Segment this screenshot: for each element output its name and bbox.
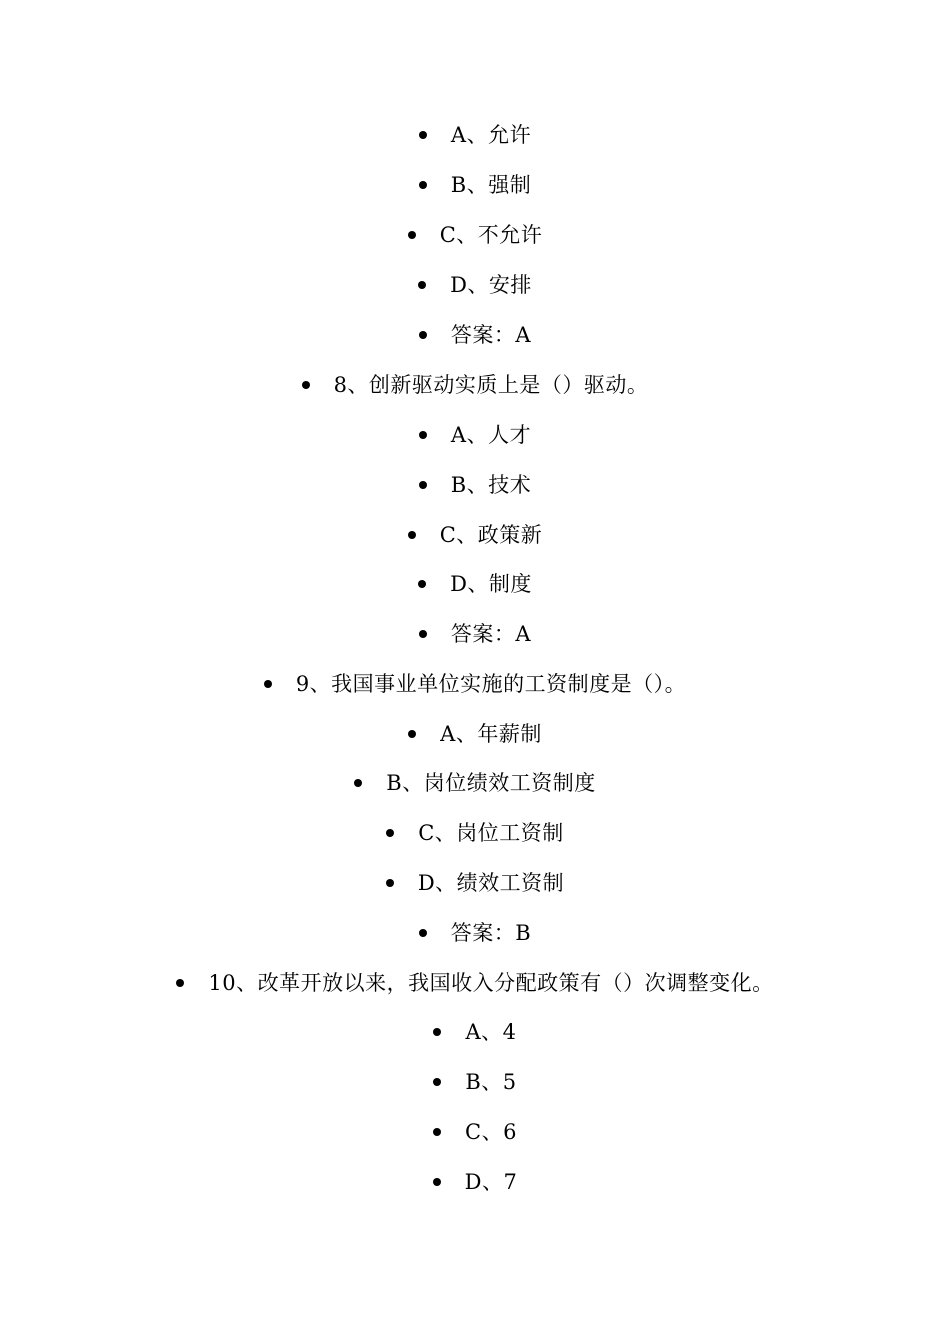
bullet-icon xyxy=(419,431,427,439)
bullet-icon xyxy=(418,580,426,588)
option-line xyxy=(0,271,950,299)
option-line xyxy=(0,570,950,598)
option-text: B、技术 xyxy=(450,473,532,497)
bullet-icon xyxy=(419,929,427,937)
option-line xyxy=(0,521,950,549)
option-line xyxy=(0,171,950,199)
answer-text: 答案：A xyxy=(450,622,532,646)
option-line xyxy=(0,421,950,449)
bullet-icon xyxy=(354,779,362,787)
option-text: B、强制 xyxy=(450,173,532,197)
option-line xyxy=(0,1168,950,1196)
bullet-icon xyxy=(433,1078,441,1086)
bullet-icon xyxy=(264,680,272,688)
option-line xyxy=(0,1118,950,1146)
bullet-icon xyxy=(419,481,427,489)
answer-line xyxy=(0,321,950,349)
option-text: D、7 xyxy=(464,1170,518,1194)
answer-text: 答案：A xyxy=(450,323,532,347)
option-line xyxy=(0,720,950,748)
bullet-icon xyxy=(176,979,184,987)
option-line xyxy=(0,471,950,499)
question-line xyxy=(0,670,950,698)
option-text: D、制度 xyxy=(450,572,532,596)
bullet-icon xyxy=(386,829,394,837)
answer-line xyxy=(0,919,950,947)
bullet-icon xyxy=(433,1128,441,1136)
question-text: 10、改革开放以来，我国收入分配政策有（）次调整变化。 xyxy=(208,971,774,995)
question-line xyxy=(0,371,950,399)
bullet-icon xyxy=(408,730,416,738)
question-line xyxy=(0,969,950,997)
bullet-icon xyxy=(419,630,427,638)
option-line xyxy=(0,819,950,847)
option-text: A、人才 xyxy=(450,423,532,447)
option-text: D、绩效工资制 xyxy=(417,871,565,895)
option-text: C、6 xyxy=(465,1120,517,1144)
question-text: 8、创新驱动实质上是（）驱动。 xyxy=(333,373,649,397)
option-line xyxy=(0,1068,950,1096)
option-text: C、政策新 xyxy=(439,523,543,547)
option-line xyxy=(0,769,950,797)
option-text: C、岗位工资制 xyxy=(418,821,564,845)
option-text: D、安排 xyxy=(450,273,532,297)
bullet-icon xyxy=(433,1028,441,1036)
option-line xyxy=(0,1018,950,1046)
bullet-icon xyxy=(302,381,310,389)
question-text: 9、我国事业单位实施的工资制度是（）。 xyxy=(295,672,687,696)
bullet-icon xyxy=(408,231,416,239)
option-line xyxy=(0,221,950,249)
option-line xyxy=(0,869,950,897)
bullet-icon xyxy=(419,331,427,339)
option-text: C、不允许 xyxy=(439,223,543,247)
bullet-icon xyxy=(419,181,427,189)
option-text: A、年薪制 xyxy=(440,722,542,746)
bullet-icon xyxy=(408,531,416,539)
bullet-icon xyxy=(419,131,427,139)
answer-text: 答案：B xyxy=(450,921,532,945)
answer-line xyxy=(0,620,950,648)
bullet-icon xyxy=(386,879,394,887)
option-text: A、4 xyxy=(465,1020,517,1044)
bullet-icon xyxy=(418,281,426,289)
option-text: B、岗位绩效工资制度 xyxy=(386,771,596,795)
bullet-icon xyxy=(433,1178,441,1186)
option-text: A、允许 xyxy=(450,123,532,147)
option-text: B、5 xyxy=(465,1070,517,1094)
option-line xyxy=(0,121,950,149)
